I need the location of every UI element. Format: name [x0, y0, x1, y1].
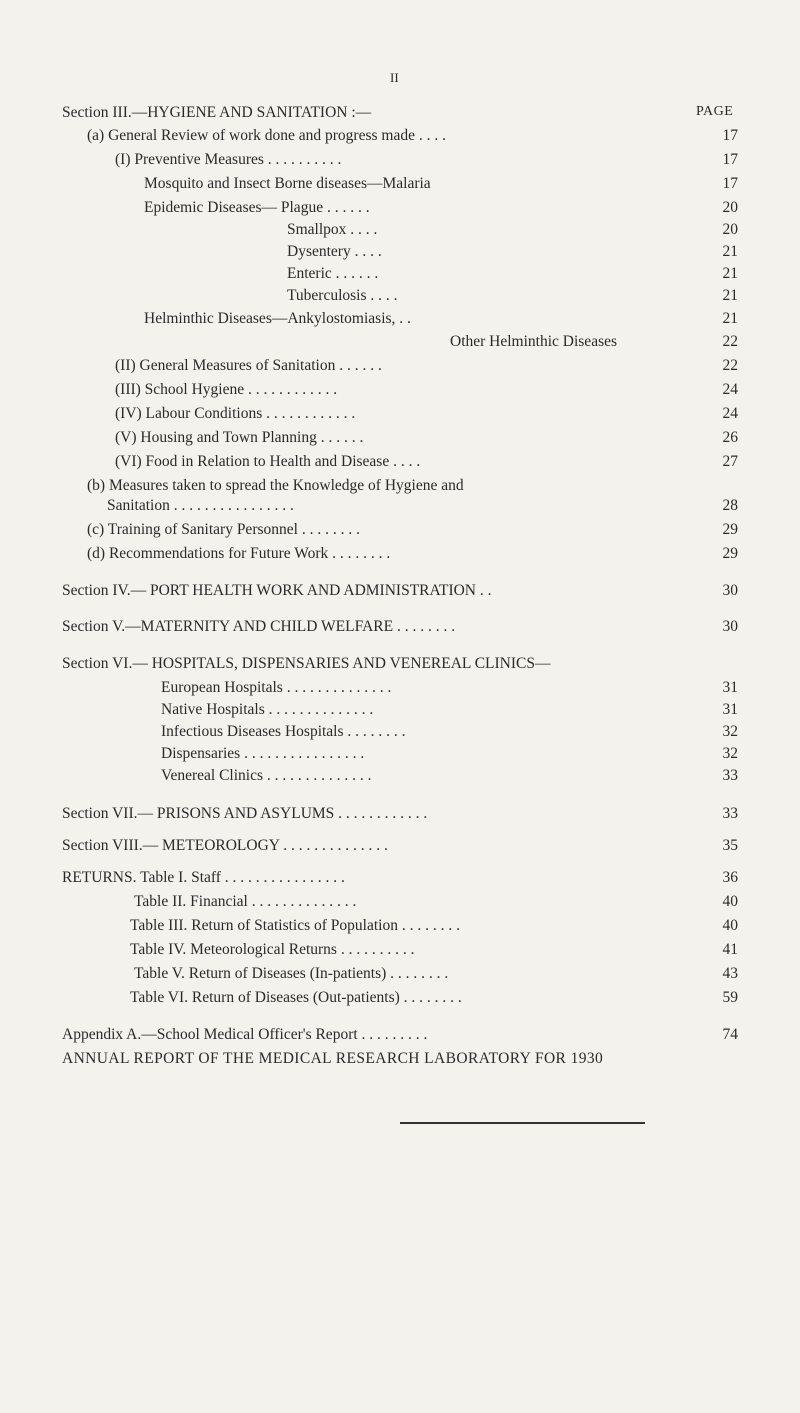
toc-entry: Section VIII.— METEOROLOGY . . . . . . . . . . . . . . — [62, 837, 388, 854]
toc-page: 17 — [722, 175, 738, 192]
toc-entry: Mosquito and Insect Borne diseases—Malaria — [144, 175, 431, 192]
toc-entry: Dysentery . . . . — [287, 243, 382, 260]
toc-entry: Epidemic Diseases— Plague . . . . . . — [144, 199, 370, 216]
page-column-label: PAGE — [696, 104, 734, 119]
toc-page: 30 — [722, 618, 738, 635]
toc-page: 17 — [722, 127, 738, 144]
toc-entry: Table III. Return of Statistics of Population . . . . . . . . — [130, 917, 460, 934]
toc-page: 32 — [722, 723, 738, 740]
toc-page: 22 — [722, 357, 738, 374]
toc-page: 40 — [722, 917, 738, 934]
toc-entry: (I) Preventive Measures . . . . . . . . . . — [115, 151, 342, 168]
toc-page: 30 — [722, 582, 738, 599]
toc-entry: Smallpox . . . . — [287, 221, 378, 238]
toc-entry: Venereal Clinics . . . . . . . . . . . . . . — [161, 767, 372, 784]
toc-entry: Appendix A.—School Medical Officer's Report . . . . . . . . . — [62, 1026, 428, 1043]
toc-entry: Dispensaries . . . . . . . . . . . . . . . . — [161, 745, 365, 762]
toc-entry: Table II. Financial . . . . . . . . . . . . . . — [134, 893, 357, 910]
toc-page: 40 — [722, 893, 738, 910]
toc-entry: Infectious Diseases Hospitals . . . . . . . . — [161, 723, 406, 740]
toc-entry: Native Hospitals . . . . . . . . . . . . . . — [161, 701, 374, 718]
toc-entry: Enteric . . . . . . — [287, 265, 379, 282]
toc-entry: Other Helminthic Diseases — [450, 333, 618, 350]
toc-page: 43 — [722, 965, 738, 982]
toc-page: 36 — [722, 869, 738, 886]
toc-entry: Section V.—MATERNITY AND CHILD WELFARE . . . . . . . . — [62, 618, 456, 635]
toc-page: 24 — [722, 381, 738, 398]
toc-page: 32 — [722, 745, 738, 762]
toc-entry: (II) General Measures of Sanitation . . . . . . — [115, 357, 382, 374]
toc-entry: Sanitation . . . . . . . . . . . . . . . . — [107, 497, 294, 514]
toc-page: 59 — [722, 989, 738, 1006]
toc-page: 26 — [722, 429, 738, 446]
toc-page: 17 — [722, 151, 738, 168]
toc-page: 41 — [722, 941, 738, 958]
toc-page: 74 — [722, 1026, 738, 1043]
toc-page: 31 — [722, 701, 738, 718]
toc-page: 21 — [722, 243, 738, 260]
toc-page: 21 — [722, 310, 738, 327]
toc-entry: ANNUAL REPORT OF THE MEDICAL RESEARCH LABORATORY FOR 1930 — [62, 1050, 604, 1067]
toc-entry: (V) Housing and Town Planning . . . . . . — [115, 429, 364, 446]
toc-page: 33 — [722, 767, 738, 784]
toc-page: 21 — [722, 265, 738, 282]
toc-page: 29 — [722, 545, 738, 562]
toc-page: 27 — [722, 453, 738, 470]
toc-entry: (VI) Food in Relation to Health and Disease . . . . — [115, 453, 421, 470]
toc-entry: RETURNS. Table I. Staff . . . . . . . . . . . . . . . . — [62, 869, 345, 886]
toc-page: 21 — [722, 287, 738, 304]
toc-entry: (d) Recommendations for Future Work . . . . . . . . — [87, 545, 391, 562]
toc-page: 33 — [722, 805, 738, 822]
toc-page: 22 — [722, 333, 738, 350]
toc-page: 20 — [722, 199, 738, 216]
toc-entry: Table IV. Meteorological Returns . . . . . . . . . . — [130, 941, 415, 958]
toc-entry: (c) Training of Sanitary Personnel . . . . . . . . — [87, 521, 360, 538]
toc-entry: Tuberculosis . . . . — [287, 287, 398, 304]
toc-entry: Section VII.— PRISONS AND ASYLUMS . . . . . . . . . . . . — [62, 805, 428, 822]
toc-page: 24 — [722, 405, 738, 422]
toc-page: 35 — [722, 837, 738, 854]
toc-entry: Section VI.— HOSPITALS, DISPENSARIES AND VENEREAL CLINICS— — [62, 655, 551, 672]
toc-entry: Helminthic Diseases—Ankylostomiasis, . . — [144, 310, 411, 327]
toc-entry: Table V. Return of Diseases (In-patients) . . . . . . . . — [134, 965, 449, 982]
toc-page: 28 — [722, 497, 738, 514]
toc-entry: (a) General Review of work done and progress made . . . . — [87, 127, 446, 144]
section-heading: Section III.—HYGIENE AND SANITATION :— — [62, 104, 372, 121]
toc-entry: Table VI. Return of Diseases (Out-patients) . . . . . . . . — [130, 989, 462, 1006]
toc-entry: European Hospitals . . . . . . . . . . . . . . — [161, 679, 392, 696]
toc-page: 29 — [722, 521, 738, 538]
page-number: II — [390, 70, 399, 85]
toc-page: 20 — [722, 221, 738, 238]
toc-entry: (III) School Hygiene . . . . . . . . . . . . — [115, 381, 338, 398]
toc-entry: Section IV.— PORT HEALTH WORK AND ADMINISTRATION . . — [62, 582, 492, 599]
divider-rule — [400, 1122, 645, 1124]
toc-entry: (IV) Labour Conditions . . . . . . . . . . . . — [115, 405, 356, 422]
toc-entry: (b) Measures taken to spread the Knowledge of Hygiene and — [87, 477, 464, 494]
toc-page: 31 — [722, 679, 738, 696]
